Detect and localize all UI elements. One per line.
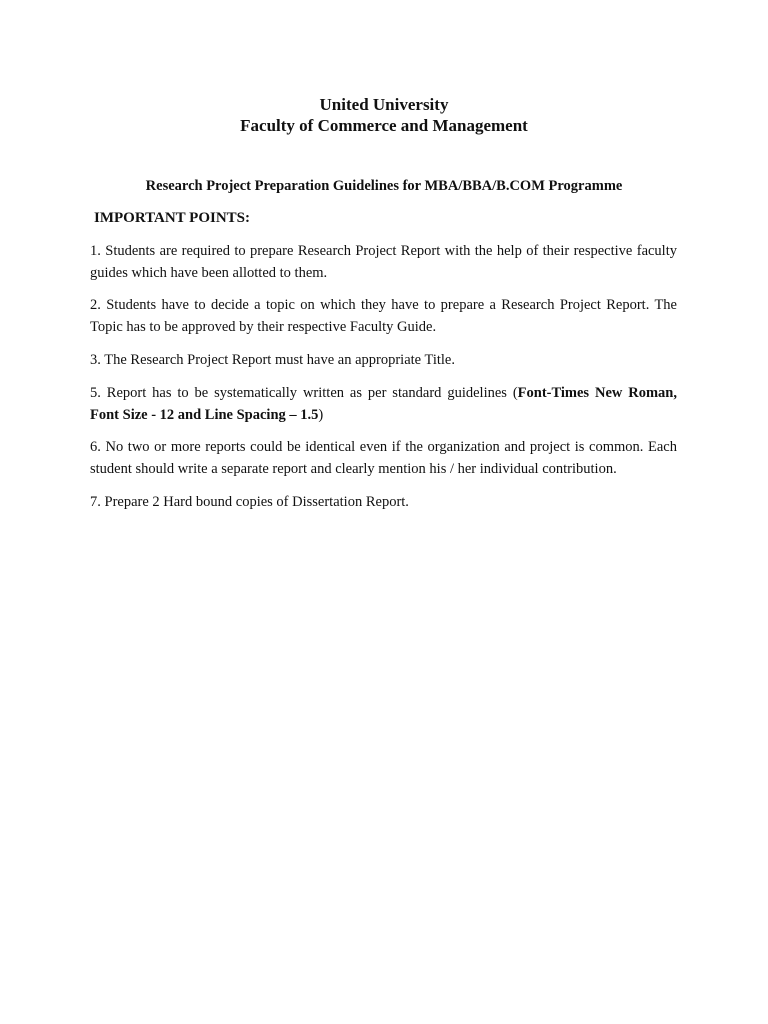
point-3: 3. The Research Project Report must have an appropriate Title. [90, 352, 455, 368]
point-5 [90, 383, 677, 426]
document-subtitle: Research Project Preparation Guidelines for MBA/BBA/B.COM Programme [145, 178, 623, 194]
point-7: 7. Prepare 2 Hard bound copies of Dissertation Report. [90, 494, 409, 510]
point-5-text: 5. Report has to be systematically written as per standard guidelines ( [90, 385, 518, 401]
point-5-text-end: ) [318, 406, 324, 423]
point-6: 6. No two or more reports could be identical even if the organization and project is common. Each student should write a separate report and clearly mention his / her individual contribution. [90, 439, 677, 477]
point-1: 1. Students are required to prepare Research Project Report with the help of their respective faculty guides which have been allotted to them. [90, 243, 677, 281]
faculty-name: Faculty of Commerce and Management [240, 116, 528, 135]
university-name: United University [319, 95, 449, 114]
important-points-heading: IMPORTANT POINTS: [94, 210, 251, 226]
point-5-bold-text: Font-Times New Roman, Font Size - 12 and Line Spacing – 1.5 [90, 385, 677, 423]
point-2: 2. Students have to decide a topic on which they have to prepare a Research Project Report. The Topic has to be approved by their respective Faculty Guide. [90, 297, 677, 335]
